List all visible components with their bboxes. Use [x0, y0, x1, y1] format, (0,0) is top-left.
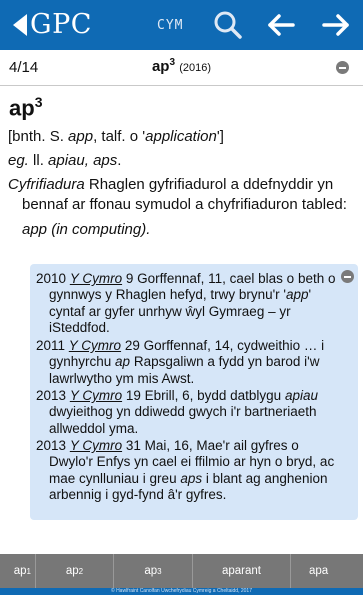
citation-keyword: app — [286, 287, 309, 303]
citation-text: 19 Ebrill, 6, bydd datblygu — [122, 388, 285, 403]
search-icon[interactable] — [212, 9, 244, 41]
citation-source: Y Cymro — [69, 271, 123, 286]
etymology — [8, 127, 358, 147]
pos-end: . — [117, 152, 122, 170]
english-translation: app (in computing). — [22, 221, 151, 239]
headword-sup: 3 — [169, 57, 176, 68]
citation-item — [36, 388, 336, 437]
adjacent-entries-bar — [0, 554, 363, 588]
headword-text: ap — [151, 58, 170, 75]
citation-year: 2013 — [36, 438, 67, 453]
entry-title — [9, 94, 358, 121]
citation-text: 29 Gorffennaf, 14, cydweithio … i gynhyrchu — [49, 338, 325, 370]
etymology-post: '] — [216, 128, 224, 146]
citation-year: 2010 — [36, 271, 67, 286]
citation-keyword: apiau — [284, 388, 318, 403]
entry-title-text: ap — [9, 95, 35, 121]
citations-panel — [30, 264, 358, 520]
tab-label: ap — [144, 565, 158, 577]
tab-sup: 1 — [26, 566, 31, 576]
entry-content — [8, 92, 358, 240]
pos-label: eg. — [8, 152, 29, 170]
citation-text-end: dwyieithog yn ddiwedd gwych i'r bartneriaeth allweddol yma. — [49, 404, 317, 436]
citation-source: Y Cymro — [68, 338, 122, 353]
citation-text: 9 Gorffennaf, 11, cael blas o beth o gynnwys y Rhaglen hefyd, trwy brynu'r ' — [49, 271, 336, 303]
citation-text-end: i blant ag anghenion arbennig i gyd-fynd â'r gyfres. — [49, 470, 328, 502]
current-headword — [0, 57, 363, 75]
citation-text: 31 Mai, 16, Mae'r ail gyfres o Dwylo'r Enfys yn cael ei ffilmio ar hyn o bryd, ac mae cynlluniau i greu — [49, 438, 335, 486]
definition — [8, 175, 358, 215]
tab-ap3[interactable] — [114, 554, 193, 588]
copyright-footer: © Hawlfraint Canolfan Uwchefrydiau Cymreig a Cheltaidd, 2017 — [0, 588, 363, 595]
citation-source: Y Cymro — [69, 388, 123, 403]
tab-sup: 3 — [157, 566, 162, 576]
citation-item — [36, 438, 336, 503]
citation-text-end: Rapsgaliwn a fydd yn barod i'w lawrlwytho ym mis Awst. — [49, 354, 320, 386]
tab-label: apa — [309, 565, 329, 577]
arrow-left-icon[interactable] — [265, 9, 297, 41]
collapse-citations-icon[interactable] — [341, 270, 354, 283]
arrow-right-icon[interactable] — [320, 9, 352, 41]
tab-apa[interactable] — [291, 554, 363, 588]
tab-ap1[interactable] — [0, 554, 36, 588]
tab-ap2[interactable] — [36, 554, 114, 588]
entry-title-sup: 3 — [34, 94, 43, 110]
tab-aparant[interactable] — [193, 554, 291, 588]
etymology-word: app — [68, 128, 94, 146]
citation-item — [36, 338, 336, 387]
tab-sup: 2 — [78, 566, 84, 576]
citation-keyword: aps — [180, 470, 203, 486]
etymology-pre: [bnth. S. — [8, 128, 69, 146]
top-app-bar — [0, 0, 363, 50]
definition-domain: Cyfrifiadura — [8, 176, 85, 194]
app-brand-title[interactable]: GPC — [30, 9, 92, 40]
tab-label: ap — [65, 565, 79, 577]
etymology-mid: , talf. o ' — [93, 128, 146, 146]
collapse-all-icon[interactable] — [336, 61, 349, 74]
definition-text: Rhaglen gyfrifiadurol a ddefnyddir yn bennaf ar ffonau symudol a chyfrifiaduron tabled: — [22, 176, 347, 214]
home-caret-icon[interactable] — [13, 14, 27, 36]
result-counter: 4/14 — [9, 59, 39, 76]
tab-label: aparant — [221, 565, 261, 577]
language-toggle-button[interactable]: CYM — [157, 18, 184, 33]
citation-year: 2011 — [36, 338, 66, 353]
citation-item — [36, 271, 336, 336]
citation-source: Y Cymro — [69, 438, 123, 453]
citation-keyword: ap — [115, 354, 131, 370]
plural-forms: apiau, aps — [48, 152, 118, 170]
entry-subbar — [0, 50, 363, 86]
citation-text-end: ' cyntaf ar gyfer unrhyw ŵyl Gymraeg – yr iSteddfod. — [49, 287, 312, 335]
pos-text: ll. — [28, 152, 49, 170]
etymology-source: application — [145, 128, 217, 146]
citation-year: 2013 — [36, 388, 67, 403]
headword-year: (2016) — [179, 62, 212, 74]
part-of-speech — [8, 151, 358, 171]
tab-label: ap — [13, 565, 27, 577]
